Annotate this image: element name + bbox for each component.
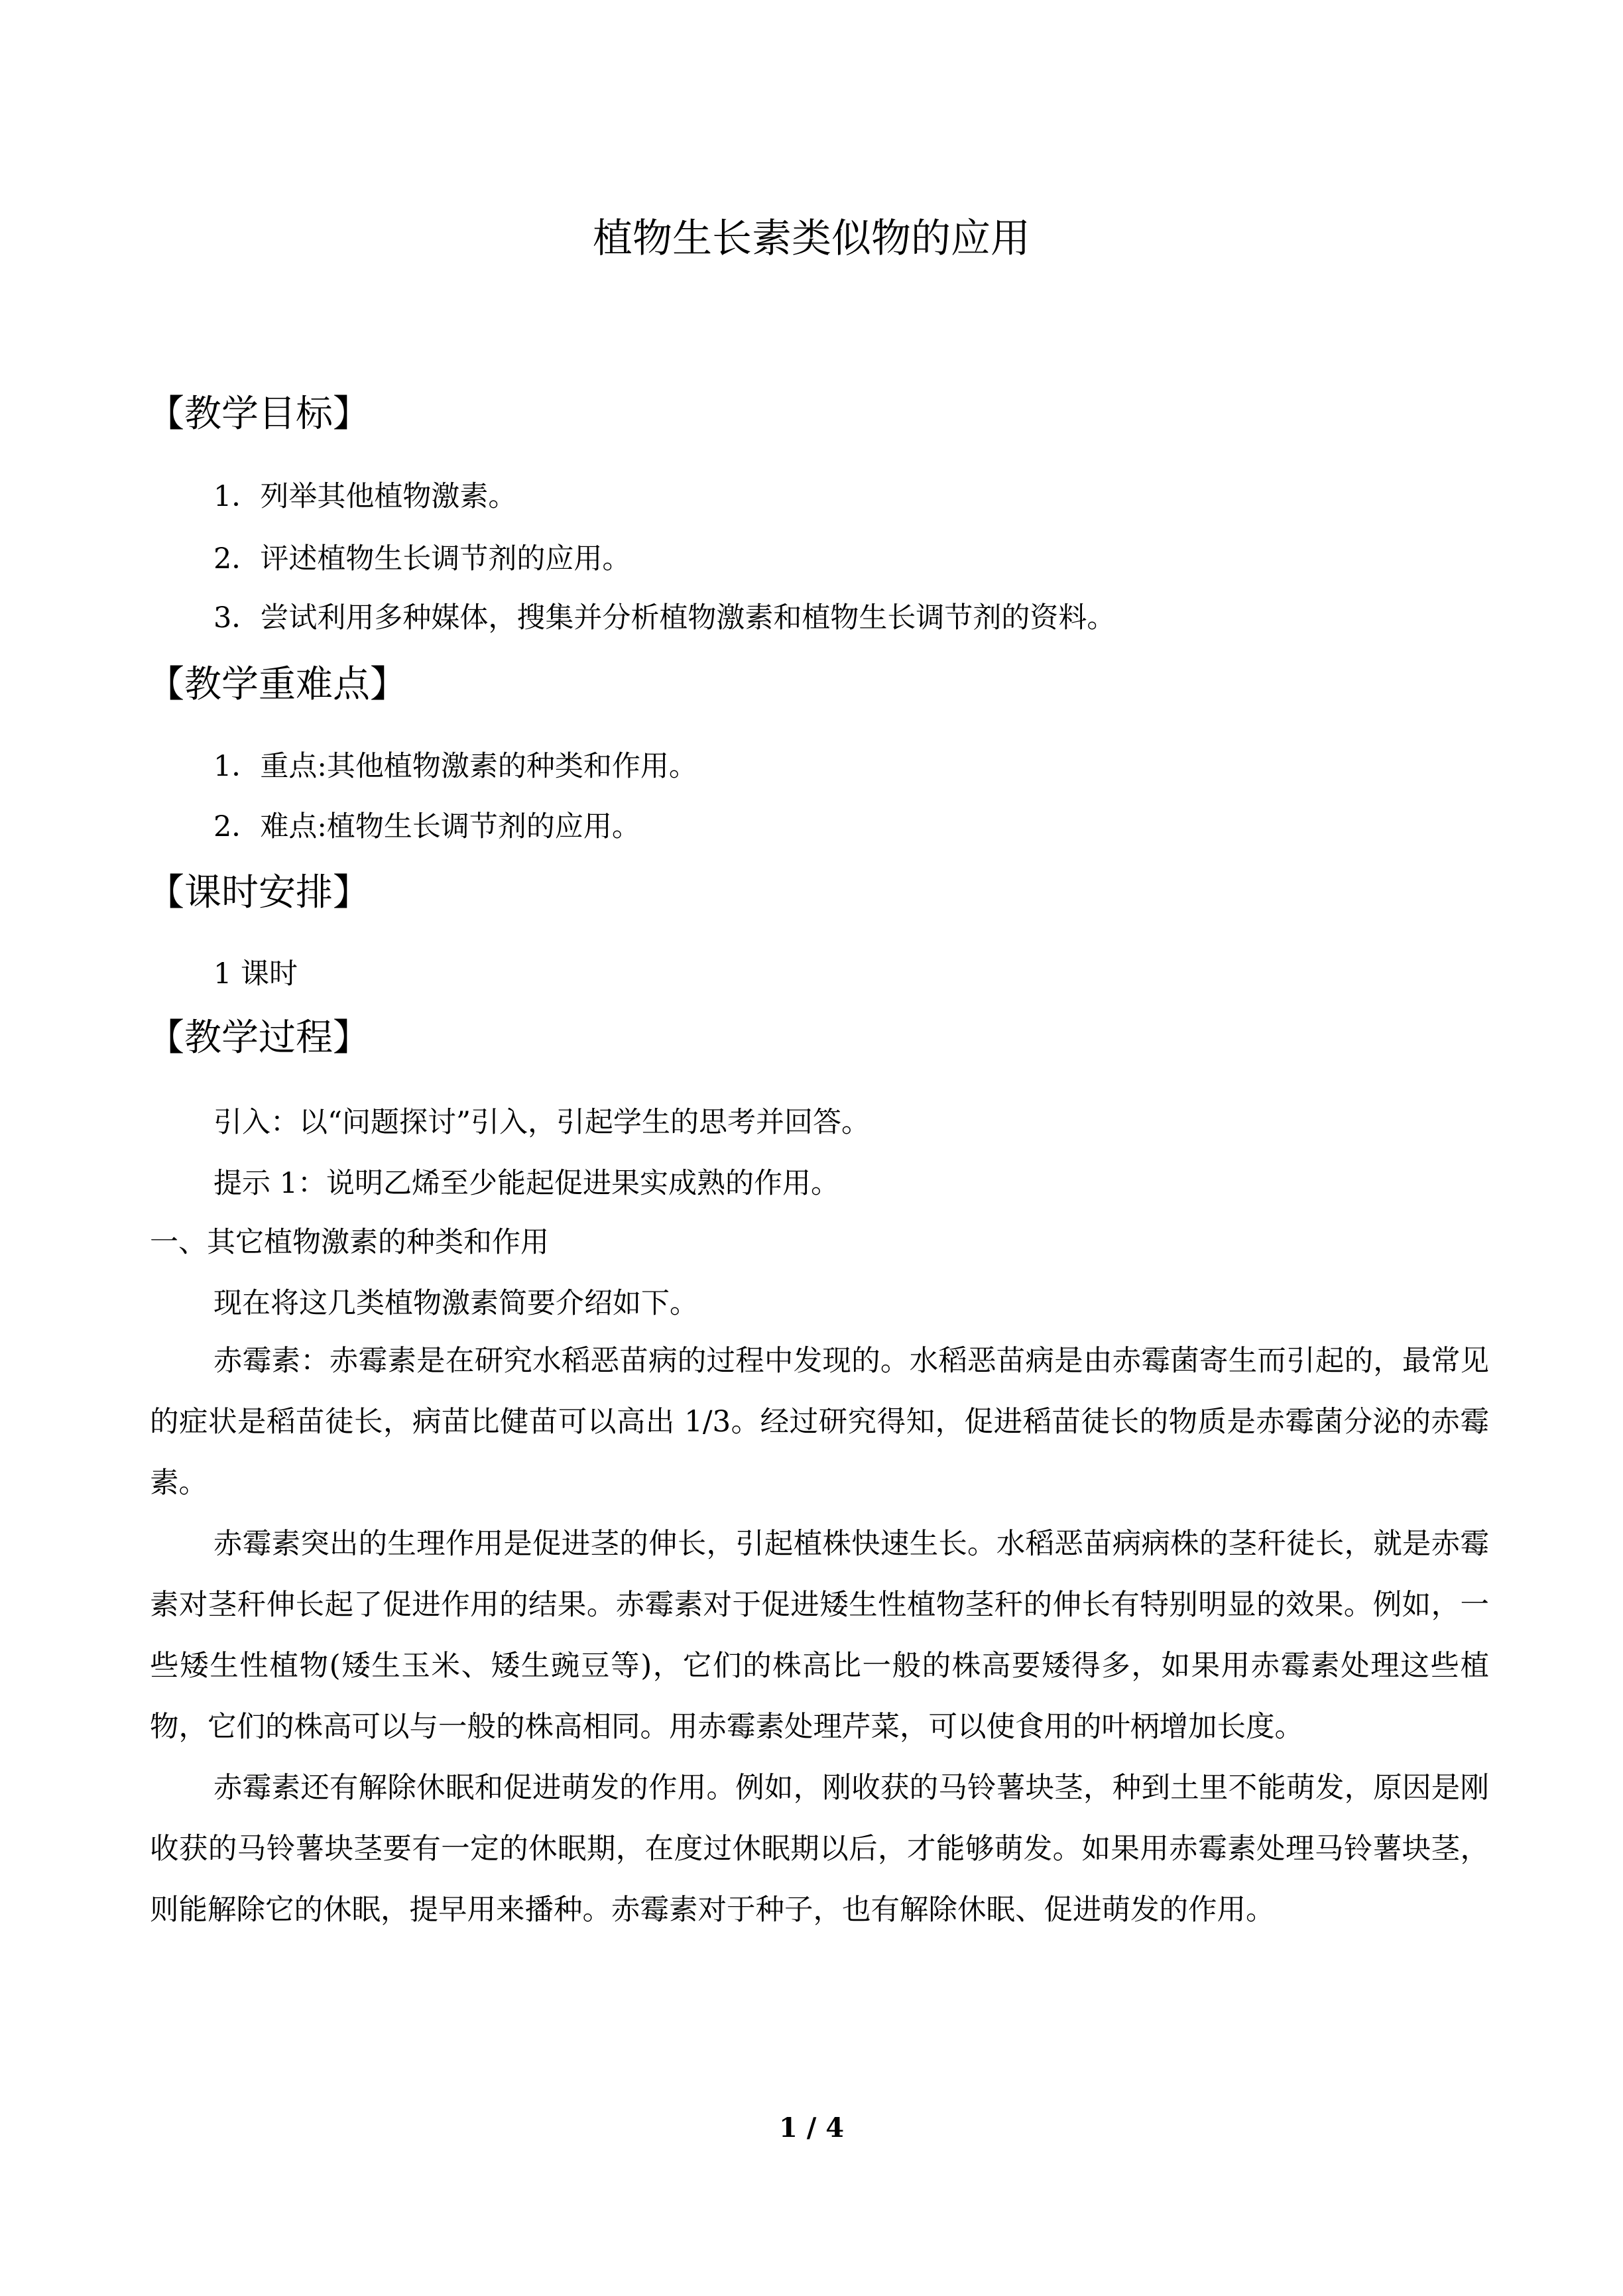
document-title: 植物生长素类似物的应用	[593, 215, 1030, 262]
schedule-text: 1 课时	[213, 957, 298, 991]
process-intro: 引入：以“问题探讨”引入，引起学生的思考并回答。	[213, 1106, 870, 1139]
objective-item: 2．评述植物生长调节剂的应用。	[213, 542, 631, 575]
process-paragraph: 赤霉素突出的生理作用是促进茎的伸长，引起植株快速生长。水稻恶苗病病株的茎秆徒长，就是赤霉素对茎秆伸长起了促进作用的结果。赤霉素对于促进矮生性植物茎秆的伸长有特别明显的效果。例如，一些矮生性植物(矮生玉米、矮生豌豆等)，它们的株高比一般的株高要矮得多，如果用赤霉素处理这些植物，它们的株高可以与一般的株高相同。用赤霉素处理芹菜，可以使食用的叶柄增加长度。	[150, 1528, 1489, 1744]
process-paragraph: 现在将这几类植物激素简要介绍如下。	[213, 1287, 698, 1320]
page-number: 1 / 4	[778, 2112, 845, 2144]
key-point-item: 1．重点:其他植物激素的种类和作用。	[213, 750, 697, 783]
objective-item: 3．尝试利用多种媒体，搜集并分析植物激素和植物生长调节剂的资料。	[213, 601, 1116, 634]
objective-item: 1．列举其他植物激素。	[213, 480, 517, 513]
key-point-item: 2．难点:植物生长调节剂的应用。	[213, 810, 640, 843]
section-heading-key-points: 【教学重难点】	[147, 663, 407, 706]
section-heading-objectives: 【教学目标】	[147, 393, 370, 436]
process-hint: 提示 1：说明乙烯至少能起促进果实成熟的作用。	[213, 1167, 840, 1200]
section-heading-schedule: 【课时安排】	[147, 871, 370, 914]
process-subheading: 一、其它植物激素的种类和作用	[150, 1226, 549, 1259]
section-heading-process: 【教学过程】	[147, 1016, 370, 1059]
process-paragraph: 赤霉素：赤霉素是在研究水稻恶苗病的过程中发现的。水稻恶苗病是由赤霉菌寄生而引起的，最常见的症状是稻苗徒长，病苗比健苗可以高出 1/3。经过研究得知，促进稻苗徒长的物质是赤霉菌分泌的赤霉素。	[150, 1345, 1489, 1500]
process-paragraph: 赤霉素还有解除休眠和促进萌发的作用。例如，刚收获的马铃薯块茎，种到土里不能萌发，原因是刚收获的马铃薯块茎要有一定的休眠期，在度过休眠期以后，才能够萌发。如果用赤霉素处理马铃薯块茎，则能解除它的休眠，提早用来播种。赤霉素对于种子，也有解除休眠、促进萌发的作用。	[150, 1772, 1489, 1927]
